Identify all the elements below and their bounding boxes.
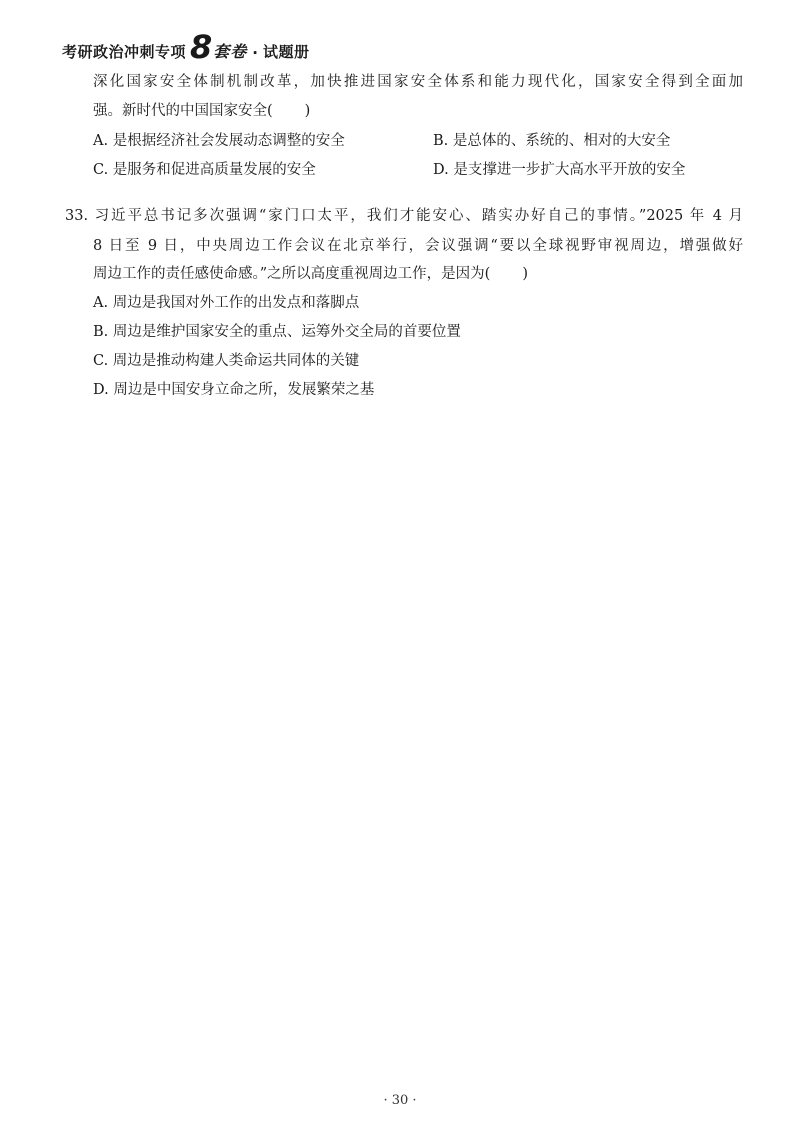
q33-stem-line1: 33. 习近平总书记多次强调“家门口太平，我们才能安心、踏实办好自己的事情。”2025 年 4 月 xyxy=(65,208,743,224)
q32-option-c: C. 是服务和促进高质量发展的安全 xyxy=(93,162,316,178)
header-set-label: 套卷 xyxy=(213,42,248,61)
q33-paren-close: ) xyxy=(522,266,528,282)
header-number: 8 xyxy=(190,28,213,66)
q33-option-b: B. 周边是维护国家安全的重点、运筹外交全局的首要位置 xyxy=(93,324,461,340)
page-header xyxy=(62,28,310,66)
header-book-label: 试题册 xyxy=(263,43,310,61)
q32-paren-close: ) xyxy=(304,103,311,119)
q33-stem-line3 xyxy=(93,264,528,284)
header-title: 考研政治冲刺专项 xyxy=(62,43,187,61)
q33-option-a: A. 周边是我国对外工作的出发点和落脚点 xyxy=(93,295,360,311)
q33-option-c: C. 周边是推动构建人类命运共同体的关键 xyxy=(93,353,360,369)
page-number: · 30 · xyxy=(383,1093,417,1108)
q32-stem-line1: 深化国家安全体制机制改革，加快推进国家安全体系和能力现代化，国家安全得到全面加 xyxy=(93,74,743,90)
q33-stem-line2: 8 日至 9 日，中央周边工作会议在北京举行，会议强调“要以全球视野审视周边，增强做好 xyxy=(93,238,743,254)
q32-stem-line2 xyxy=(93,101,310,121)
q32-stem-text: 强。新时代的中国国家安全( xyxy=(93,103,273,119)
header-separator: · xyxy=(252,44,258,62)
q32-option-b: B. 是总体的、系统的、相对的大安全 xyxy=(433,133,671,149)
q33-stem-text: 周边工作的责任感使命感。”之所以高度重视周边工作，是因为( xyxy=(93,266,491,282)
q33-option-d: D. 周边是中国安身立命之所，发展繁荣之基 xyxy=(93,382,375,398)
q32-option-a: A. 是根据经济社会发展动态调整的安全 xyxy=(93,133,345,149)
q32-option-d: D. 是支撑进一步扩大高水平开放的安全 xyxy=(433,162,686,178)
